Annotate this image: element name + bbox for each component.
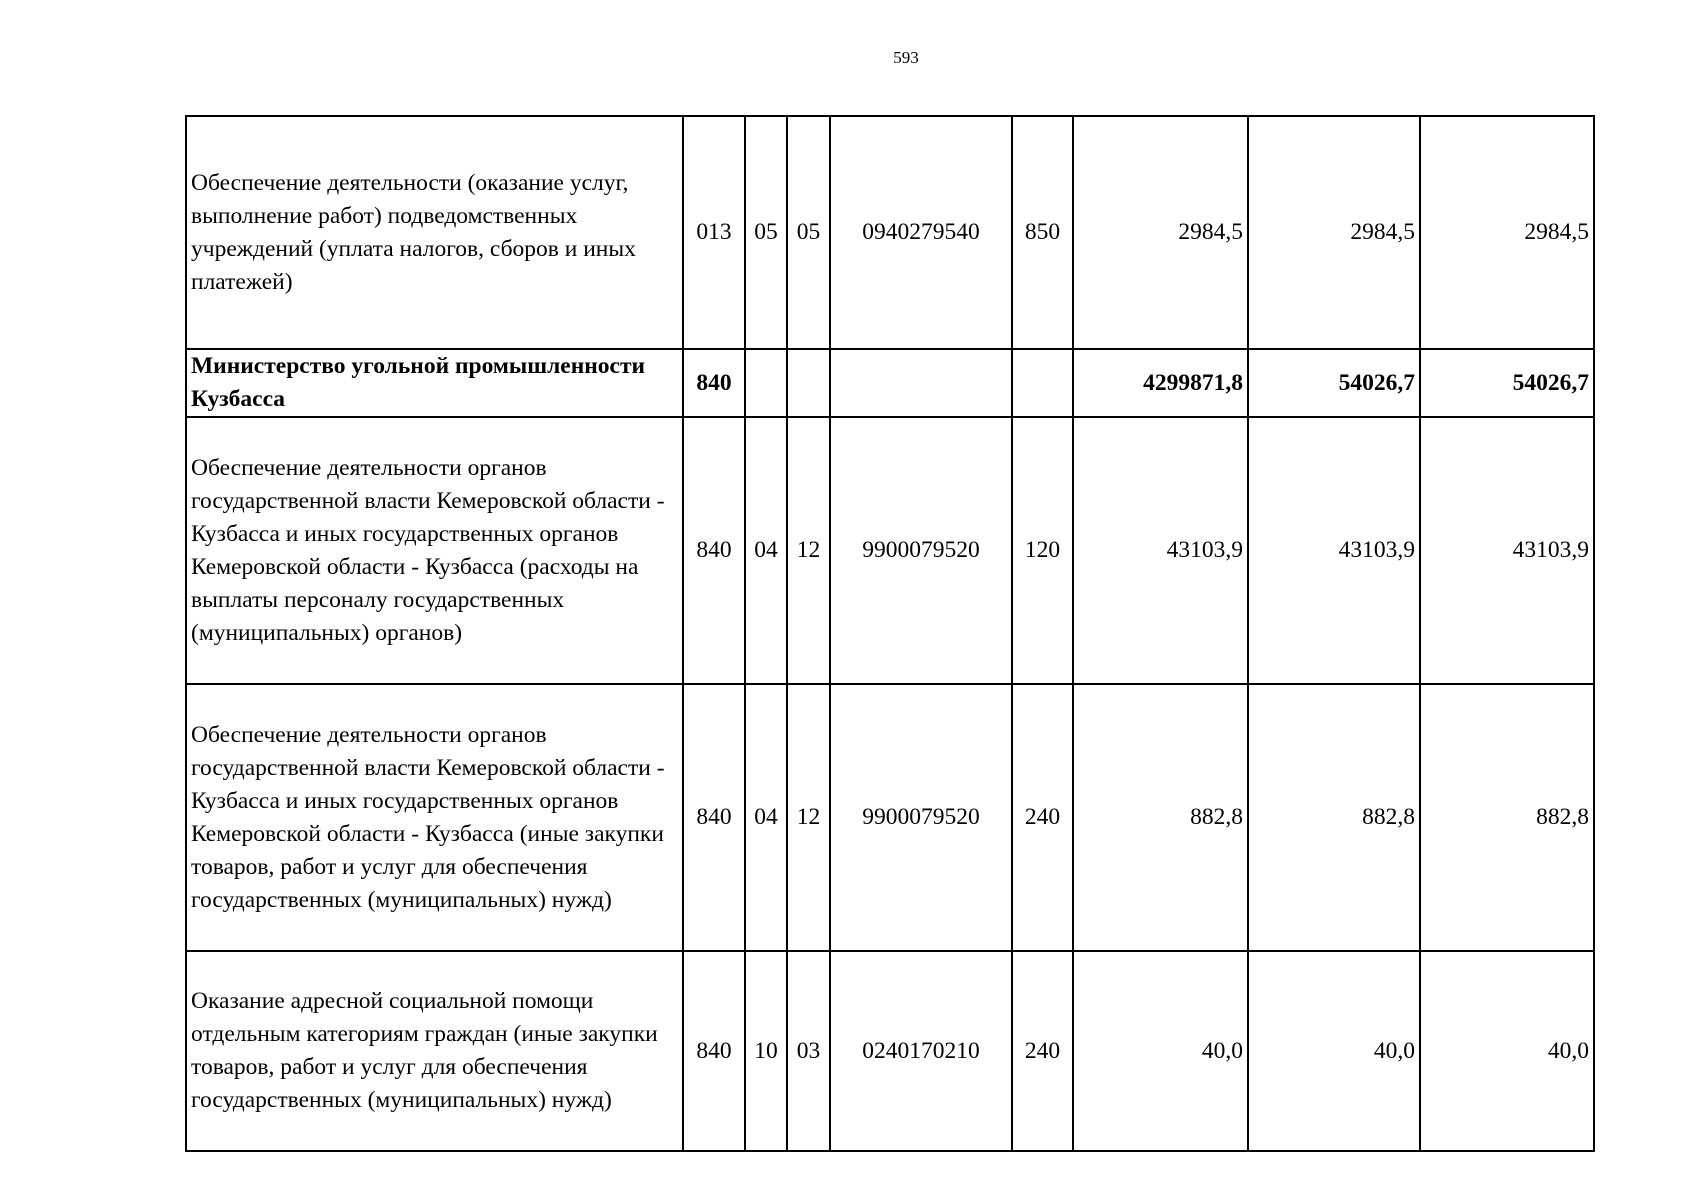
table-row [186,951,1594,1151]
subsection-code: 12 [787,417,830,684]
row-description: Обеспечение деятельности органов государственной власти Кемеровской области - Кузбасса и иных государственных органов Кемеровской области - Кузбасса (расходы на выплаты персоналу государственных (муниципальных) органов) [186,417,683,684]
section-code: 05 [745,116,787,349]
target-article-code: 9900079520 [830,417,1012,684]
target-article-code: 0940279540 [830,116,1012,349]
ministry-code: 840 [683,951,745,1151]
amount-year-1: 882,8 [1073,684,1248,951]
section-code: 04 [745,417,787,684]
ministry-code: 013 [683,116,745,349]
section-code: 10 [745,951,787,1151]
amount-year-2: 2984,5 [1248,116,1420,349]
amount-year-3: 43103,9 [1420,417,1594,684]
row-description: Обеспечение деятельности органов государственной власти Кемеровской области - Кузбасса и иных государственных органов Кемеровской области - Кузбасса (иные закупки товаров, работ и услуг для обеспечения государственных (муниципальных) нужд) [186,684,683,951]
amount-year-3: 882,8 [1420,684,1594,951]
subsection-code: 05 [787,116,830,349]
amount-year-1: 4299871,8 [1073,349,1248,417]
amount-year-1: 43103,9 [1073,417,1248,684]
expense-type-code: 120 [1012,417,1073,684]
expense-type-code [1012,349,1073,417]
row-description: Обеспечение деятельности (оказание услуг, выполнение работ) подведомственных учреждений (уплата налогов, сборов и иных платежей) [186,116,683,349]
subsection-code: 12 [787,684,830,951]
table-row [186,116,1594,349]
amount-year-3: 54026,7 [1420,349,1594,417]
ministry-code: 840 [683,417,745,684]
amount-year-3: 40,0 [1420,951,1594,1151]
ministry-code: 840 [683,349,745,417]
amount-year-1: 40,0 [1073,951,1248,1151]
section-code: 04 [745,684,787,951]
target-article-code [830,349,1012,417]
table-row [186,417,1594,684]
table-row [186,684,1594,951]
amount-year-1: 2984,5 [1073,116,1248,349]
table-row-ministry-header [186,349,1594,417]
amount-year-3: 2984,5 [1420,116,1594,349]
expense-type-code: 850 [1012,116,1073,349]
amount-year-2: 54026,7 [1248,349,1420,417]
section-code [745,349,787,417]
amount-year-2: 43103,9 [1248,417,1420,684]
page-number: 593 [893,48,919,67]
expense-type-code: 240 [1012,951,1073,1151]
ministry-code: 840 [683,684,745,951]
expense-type-code: 240 [1012,684,1073,951]
row-description: Оказание адресной социальной помощи отдельным категориям граждан (иные закупки товаров, работ и услуг для обеспечения государственных (муниципальных) нужд) [186,951,683,1151]
target-article-code: 0240170210 [830,951,1012,1151]
subsection-code: 03 [787,951,830,1151]
row-description: Министерство угольной промышленности Кузбасса [186,349,683,417]
target-article-code: 9900079520 [830,684,1012,951]
amount-year-2: 40,0 [1248,951,1420,1151]
subsection-code [787,349,830,417]
amount-year-2: 882,8 [1248,684,1420,951]
budget-table [185,115,1595,1152]
